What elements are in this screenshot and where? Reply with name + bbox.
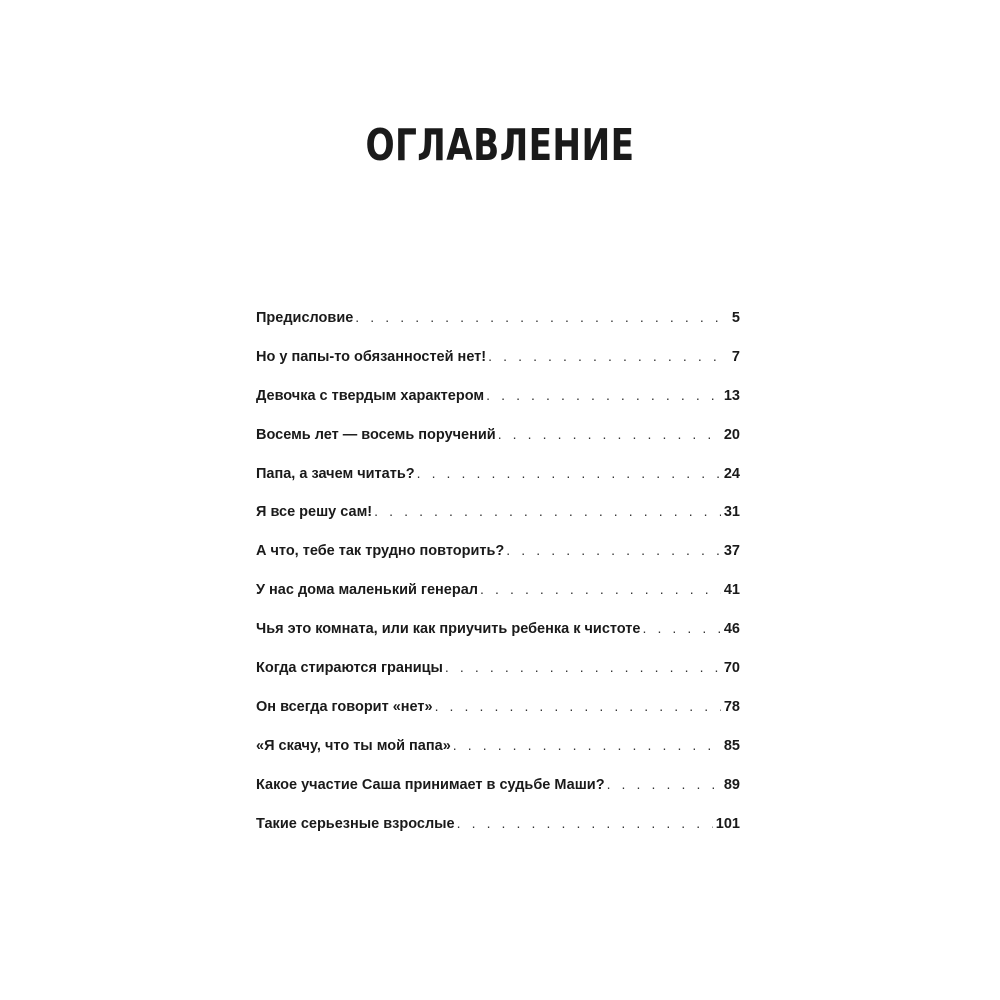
dot-leader (355, 309, 729, 325)
toc-entry-page-number: 70 (723, 660, 740, 677)
toc-entry-title: А что, тебе так трудно повторить? (256, 543, 505, 560)
dot-leader (417, 465, 721, 481)
toc-entry (256, 698, 740, 737)
toc-entry-page-number: 46 (723, 621, 740, 638)
toc-entry-page-number: 41 (723, 582, 740, 599)
toc-entry (256, 465, 740, 504)
toc-entry-title: Чья это комната, или как приучить ребенка к чистоте (256, 621, 641, 638)
toc-entry-page-number: 13 (723, 387, 740, 404)
toc-entry (256, 620, 740, 659)
toc-entry-title: Какое участие Саша принимает в судьбе Маши? (256, 776, 605, 793)
toc-entry-title: Он всегда говорит «нет» (256, 698, 433, 715)
dot-leader (498, 426, 721, 442)
toc-entry-title: Девочка с твердым характером (256, 387, 485, 404)
toc-entry (256, 503, 740, 542)
dot-leader (457, 815, 713, 831)
toc-entry (256, 542, 740, 581)
toc-entry-title: «Я скачу, что ты мой папа» (256, 737, 451, 754)
dot-leader (445, 659, 721, 675)
toc-entry (256, 426, 740, 465)
toc-entry-title: Я все решу сам! (256, 504, 373, 521)
toc-entry-page-number: 5 (731, 310, 740, 326)
toc-entry-page-number: 78 (723, 698, 740, 715)
toc-entry-page-number: 37 (723, 543, 740, 560)
toc-entry (256, 309, 740, 348)
table-of-contents (256, 309, 740, 853)
dot-leader (506, 542, 721, 558)
toc-entry (256, 659, 740, 698)
toc-entry (256, 348, 740, 387)
toc-entry-page-number: 101 (715, 815, 740, 832)
toc-entry-title: У нас дома маленький генерал (256, 582, 478, 599)
dot-leader (374, 503, 721, 519)
dot-leader (486, 387, 721, 403)
toc-entry-page-number: 85 (723, 737, 740, 754)
dot-leader (435, 698, 721, 714)
toc-entry-title: Когда стираются границы (256, 660, 443, 677)
dot-leader (488, 348, 729, 364)
toc-entry (256, 776, 740, 815)
toc-entry-title: Предисловие (256, 310, 354, 326)
toc-entry-title: Папа, а зачем читать? (256, 465, 415, 482)
toc-entry-page-number: 24 (723, 465, 740, 482)
toc-entry (256, 581, 740, 620)
dot-leader (453, 737, 721, 753)
dot-leader (480, 581, 721, 597)
dot-leader (607, 776, 721, 792)
toc-entry-page-number: 31 (723, 504, 740, 521)
toc-entry (256, 387, 740, 426)
toc-entry-page-number: 7 (731, 348, 740, 365)
toc-entry-page-number: 20 (723, 426, 740, 443)
page-title: ОГЛАВЛЕНИЕ (365, 120, 635, 171)
toc-entry (256, 815, 740, 854)
toc-entry (256, 737, 740, 776)
toc-entry-title: Но у папы-то обязанностей нет! (256, 348, 487, 365)
dot-leader (642, 620, 720, 636)
toc-entry-title: Такие серьезные взрослые (256, 815, 455, 832)
toc-entry-page-number: 89 (723, 776, 740, 793)
toc-entry-title: Восемь лет — восемь поручений (256, 426, 496, 443)
